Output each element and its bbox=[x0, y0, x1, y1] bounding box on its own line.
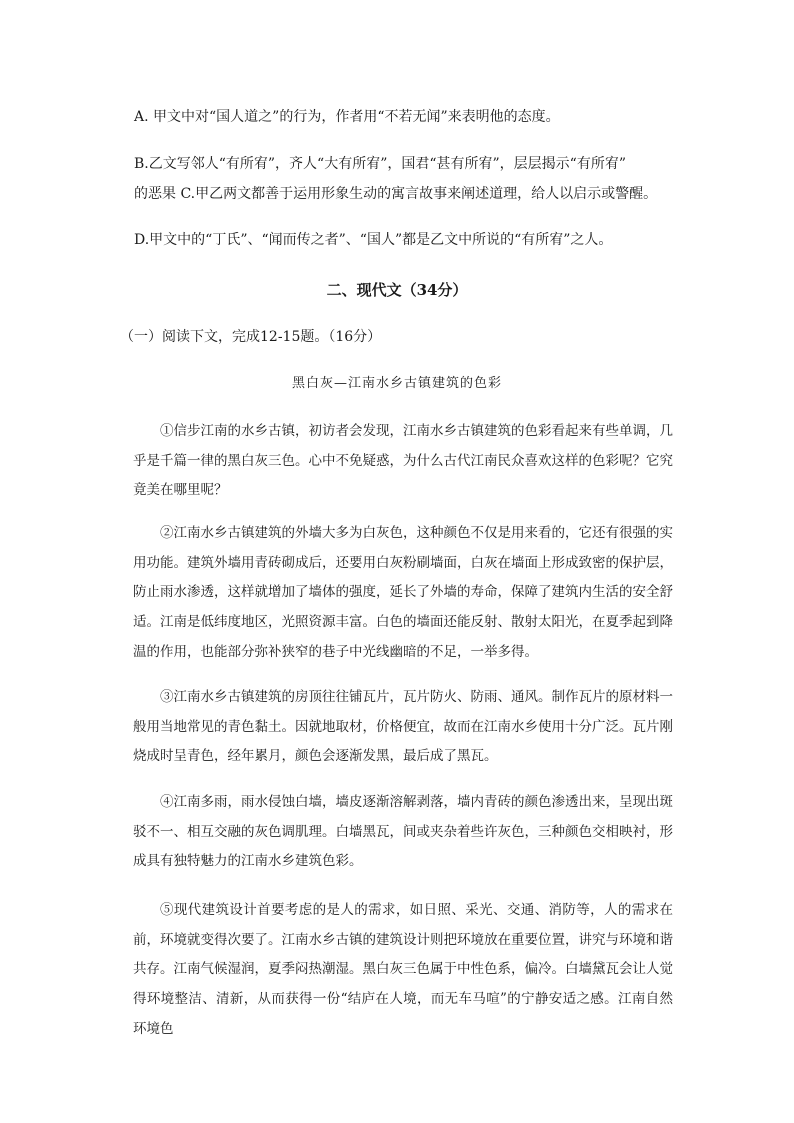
article-paragraph-1: ①信步江南的水乡古镇，初访者会发现，江南水乡古镇建筑的色彩看起来有些单调，几乎是千篇一律的黑白灰三色。心中不免疑惑，为什么古代江南民众喜欢这样的色彩呢？它究竟美在哪里呢？ bbox=[133, 423, 673, 499]
option-b-line-2: 的恶果 C.甲乙两文都善于运用形象生动的寓言故事来阐述道理，给人以启示或警醒。 bbox=[134, 186, 658, 202]
article-paragraph-2: ②江南水乡古镇建筑的外墙大多为白灰色，这种颜色不仅是用来看的，它还有很强的实用功能。建筑外墙用青砖砌成后，还要用白灰粉刷墙面，白灰在墙面上形成致密的保护层，防止雨水渗透，这样就增加了墙体的强度，延长了外墙的寿命，保障了建筑内生活的安全舒适。江南是低纬度地区，光照资源丰富。白色的墙面还能反射、散射太阳光，在夏季起到降温的作用，也能部分弥补狭窄的巷子中光线幽暗的不足，一举多得。 bbox=[133, 525, 673, 660]
article-paragraph-5: ⑤现代建筑设计首要考虑的是人的需求，如日照、采光、交通、消防等，人的需求在前，环境就变得次要了。江南水乡古镇的建筑设计则把环境放在重要位置，讲究与环境和谐共存。江南气候湿润，夏季闷热潮湿。黑白灰三色属于中性色系，偏冷。白墙黛瓦会让人觉得环境整洁、清新，从而获得一份“结庐在人境，而无车马喧”的宁静安适之感。江南自然环境色 bbox=[133, 902, 673, 1037]
option-b-line-1: B.乙文写邻人“有所宥”，齐人“大有所宥”，国君“甚有所宥”，层层揭示“有所宥” bbox=[134, 156, 626, 172]
article-paragraph-4: ④江南多雨，雨水侵蚀白墙，墙皮逐渐溶解剥落，墙内青砖的颜色渗透出来，呈现出斑驳不一、相互交融的灰色调肌理。白墙黑瓦，间或夹杂着些许灰色，三种颜色交相映衬，形成具有独特魅力的江南水乡建筑色彩。 bbox=[133, 794, 673, 870]
option-d: D.甲文中的“丁氏”、“闻而传之者”、“国人”都是乙文中所说的“有所宥”之人。 bbox=[134, 232, 613, 248]
section-heading: 二、现代文（34分） bbox=[326, 281, 468, 299]
option-a: A. 甲文中对“国人道之”的行为，作者用“不若无闻”来表明他的态度。 bbox=[134, 109, 560, 125]
article-title: 黑白灰—江南水乡古镇建筑的色彩 bbox=[291, 376, 502, 391]
article-paragraph-3: ③江南水乡古镇建筑的房顶往往铺瓦片，瓦片防火、防雨、通风。制作瓦片的原材料一般用当地常见的青色黏土。因就地取材，价格便宜，故而在江南水乡使用十分广泛。瓦片刚烧成时呈青色，经年累月，颜色会逐渐发黑，最后成了黑瓦。 bbox=[133, 689, 673, 765]
section-subheading: （一）阅读下文，完成12-15题。（16分） bbox=[120, 329, 382, 345]
